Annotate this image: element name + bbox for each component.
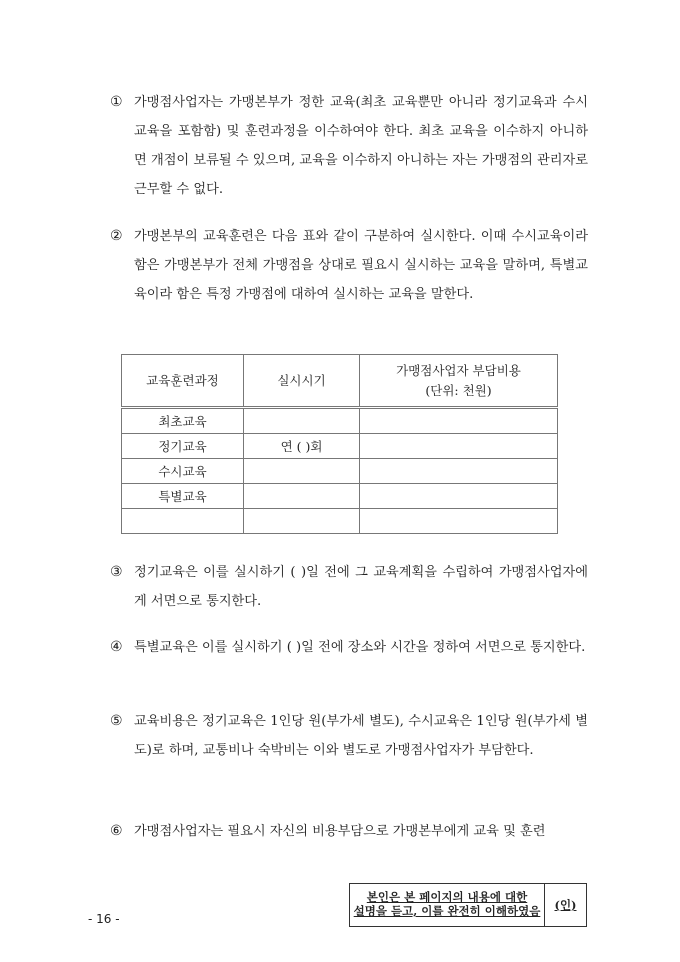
header-cost [360, 355, 558, 408]
confirmation-line-1: 본인은 본 페이지의 내용에 대한 [366, 890, 528, 904]
table-cell [244, 484, 360, 509]
table-cell [360, 459, 558, 484]
paragraph-number: ⑤ [110, 713, 123, 729]
table-cell: 정기교육 [122, 434, 244, 459]
table-cell [244, 509, 360, 534]
table-cell [360, 408, 558, 434]
seal-field[interactable]: (인) [554, 898, 577, 912]
table-cell [122, 509, 244, 534]
paragraph-text: 가맹본부의 교육훈련은 다음 표와 같이 구분하여 실시한다. 이때 수시교육이라 함은 가맹본부가 전체 가맹점을 상대로 필요시 실시하는 교육을 말하며, 특별교육이라 함은 특정 가맹점에 대하여 실시하는 교육을 말한다. [134, 229, 588, 302]
table-cell: 연 ( )회 [244, 434, 360, 459]
paragraph-text: 가맹점사업자는 필요시 자신의 비용부담으로 가맹본부에게 교육 및 훈련 [134, 824, 546, 839]
table-cell [360, 509, 558, 534]
paragraph-1 [110, 88, 588, 204]
table-cell: 최초교육 [122, 408, 244, 434]
table-cell [360, 484, 558, 509]
paragraph-text: 특별교육은 이를 실시하기 ( )일 전에 장소와 시간을 정하여 서면으로 통지한다. [134, 640, 586, 655]
table-cell: 수시교육 [122, 459, 244, 484]
table-cell [360, 434, 558, 459]
table-cell [244, 459, 360, 484]
table-row [122, 509, 558, 534]
paragraph-2 [110, 222, 588, 309]
paragraph-4 [110, 633, 588, 662]
header-cost-label: 가맹점사업자 부담비용 [396, 362, 521, 378]
table-cell: 특별교육 [122, 484, 244, 509]
paragraph-3 [110, 558, 588, 616]
header-cost-unit: (단위: 천원) [425, 382, 492, 398]
paragraph-6 [110, 817, 588, 846]
header-course: 교육훈련과정 [122, 355, 244, 408]
table-row [122, 459, 558, 484]
paragraph-text: 정기교육은 이를 실시하기 ( )일 전에 그 교육계획을 수립하여 가맹점사업자에게 서면으로 통지한다. [134, 565, 588, 609]
paragraph-text: 교육비용은 정기교육은 1인당 원(부가세 별도), 수시교육은 1인당 원(부가세 별도)로 하며, 교통비나 숙박비는 이와 별도로 가맹점사업자가 부담한다. [134, 714, 588, 758]
table-row [122, 434, 558, 459]
confirmation-box [349, 883, 587, 927]
education-table [121, 354, 558, 534]
paragraph-text: 가맹점사업자는 가맹본부가 정한 교육(최초 교육뿐만 아니라 정기교육과 수시교육을 포함함) 및 훈련과정을 이수하여야 한다. 최초 교육을 이수하지 아니하면 개점이 보류될 수 있으며, 교육을 이수하지 아니하는 자는 가맹점의 관리자로 근무할 수 없다. [134, 95, 588, 197]
page-number: - 16 - [88, 912, 120, 926]
table-header-row [122, 355, 558, 408]
paragraph-number: ③ [110, 564, 123, 580]
paragraph-number: ④ [110, 639, 123, 655]
paragraph-number: ② [110, 228, 123, 244]
table-row [122, 408, 558, 434]
paragraph-5 [110, 707, 588, 765]
table-row [122, 484, 558, 509]
confirmation-statement [350, 884, 545, 926]
table-cell [244, 408, 360, 434]
paragraph-number: ⑥ [110, 823, 123, 839]
confirmation-line-2: 설명을 듣고, 이를 완전히 이해하였음 [353, 904, 541, 918]
header-schedule: 실시시기 [244, 355, 360, 408]
paragraph-number: ① [110, 94, 123, 110]
